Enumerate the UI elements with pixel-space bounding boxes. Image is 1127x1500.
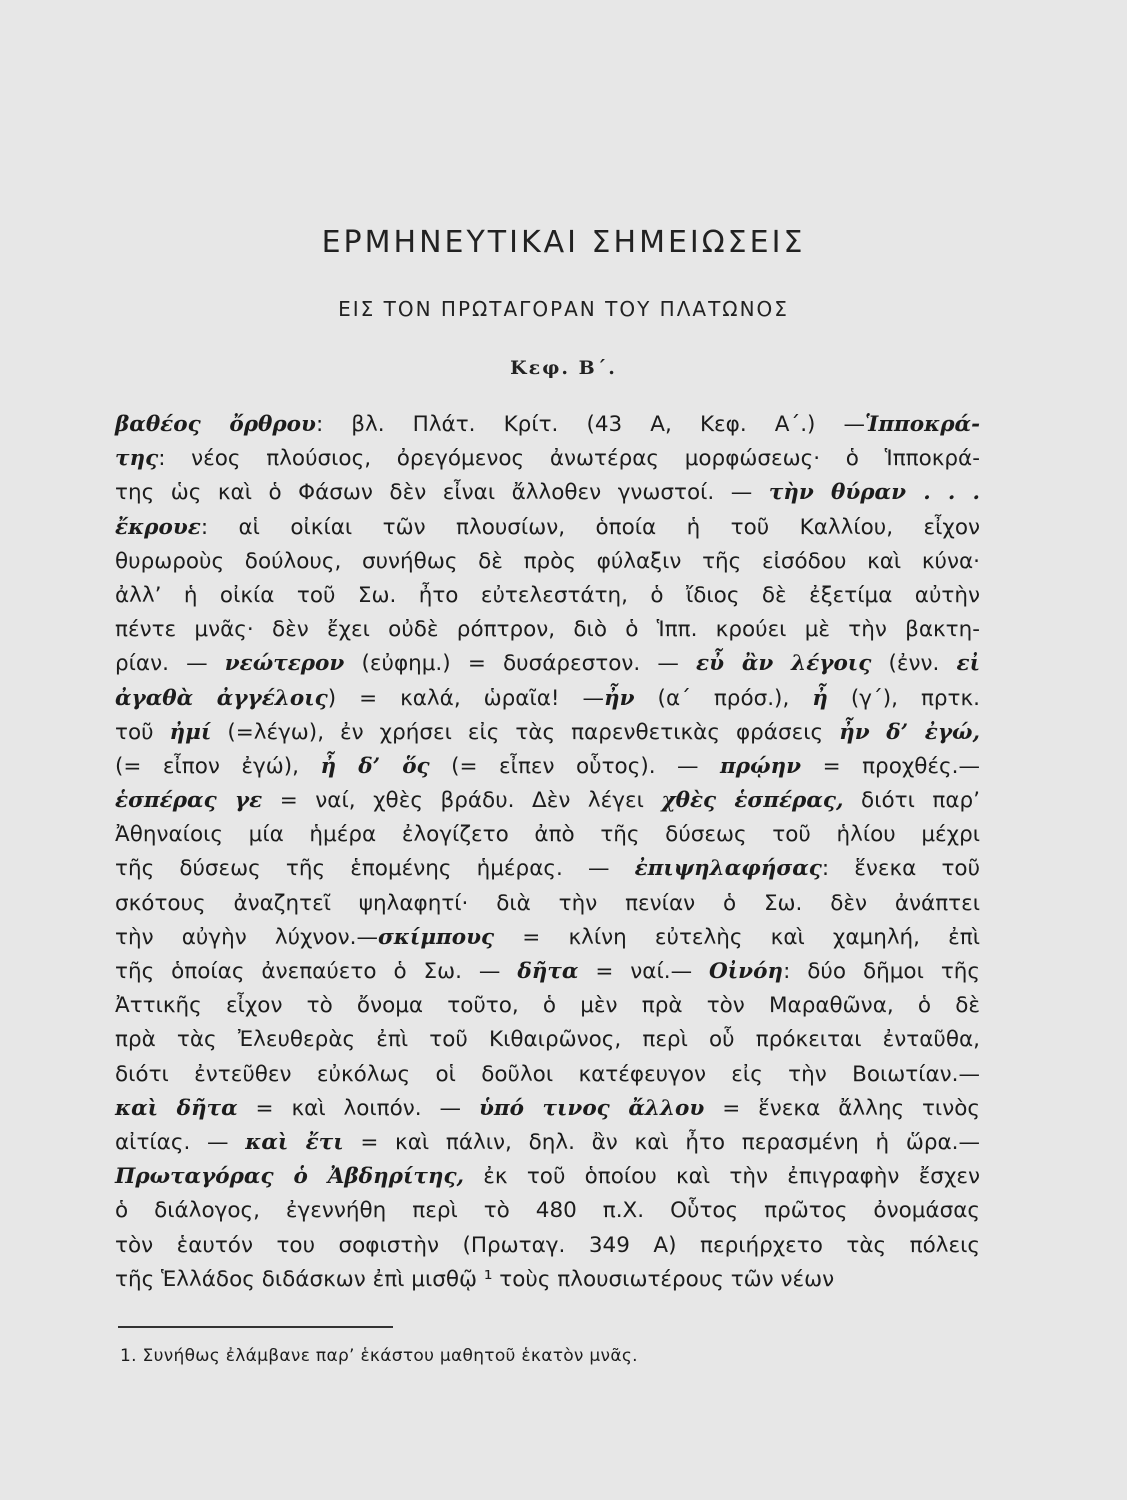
text-line <box>115 921 980 955</box>
lemma-term: ἠμί <box>169 719 212 745</box>
lemma-term: ἔκρουε <box>115 514 201 540</box>
lemma-term: καὶ δῆτα <box>115 1095 238 1121</box>
commentary-text: θυρωροὺς δούλους, συνήθως δὲ πρὸς φύλαξιν τῆς εἰσόδου καὶ κύνα· <box>115 548 980 574</box>
lemma-term: εἰ <box>956 651 980 677</box>
lemma-term: καὶ ἔτι <box>245 1129 344 1155</box>
commentary-text: ἀλλ’ ἡ οἰκία τοῦ Σω. ἦτο εὐτελεστάτη, ὁ ἴδιος δὲ ἐξετίμα αὐτὴν <box>115 582 980 608</box>
commentary-text: = κλίνη εὐτελὴς καὶ χαμηλή, ἐπὶ <box>494 924 981 950</box>
lemma-term: βαθέος ὄρθρου <box>115 412 316 437</box>
commentary-text: τὸν ἑαυτόν του σοφιστὴν (Πρωταγ. 349 Α) περιήρχετο τὰς πόλεις <box>115 1232 980 1258</box>
text-line <box>115 887 980 921</box>
commentary-text: Ἀθηναίοις μία ἡμέρα ἐλογίζετο ἀπὸ τῆς δύσεως τοῦ ἡλίου μέχρι <box>115 822 980 848</box>
text-line <box>115 1023 980 1057</box>
commentary-text: = ἕνεκα ἄλλης τινὸς <box>704 1095 980 1121</box>
lemma-term: Πρωταγόρας ὁ Ἀβδηρίτης, <box>115 1164 465 1190</box>
text-line <box>115 1126 980 1160</box>
commentary-text: ἐκ τοῦ ὁποίου καὶ τὴν ἐπιγραφὴν ἔσχεν <box>464 1164 980 1190</box>
lemma-term: εὖ ἂν λέγοις <box>696 651 872 677</box>
commentary-text: πρὰ τὰς Ἐλευθερὰς ἐπὶ τοῦ Κιθαιρῶνος, περὶ οὗ πρόκειται ἐνταῦθα, <box>115 1027 980 1053</box>
commentary-text: ) = καλά, ὡραῖα! — <box>327 685 605 711</box>
text-line <box>115 511 980 545</box>
commentary-text: σκότους ἀναζητεῖ ψηλαφητί· διὰ τὴν πενίαν ὁ Σω. δὲν ἀνάπτει <box>115 890 980 916</box>
text-line <box>115 1194 980 1228</box>
text-line <box>115 955 980 989</box>
text-line <box>115 613 980 647</box>
text-line <box>115 716 980 750</box>
commentary-text: πέντε μνᾶς· δὲν ἔχει οὐδὲ ρόπτρον, διὸ ὁ Ἱππ. κρούει μὲ τὴν βακτη- <box>115 617 980 643</box>
commentary-text: (ἐνν. <box>871 651 957 677</box>
commentary-text: τῆς δύσεως τῆς ἑπομένης ἡμέρας. — <box>115 856 635 882</box>
commentary-text: (εὐφημ.) = δυσάρεστον. — <box>344 651 697 677</box>
lemma-term: νεώτερον <box>224 651 345 677</box>
commentary-text: : ἕνεκα τοῦ <box>821 856 981 882</box>
body-text <box>115 408 980 1297</box>
text-line <box>115 545 980 579</box>
commentary-text: (γ΄), πρτκ. <box>827 685 980 711</box>
lemma-term: ἑσπέρας γε <box>115 788 263 814</box>
document-subtitle: ΕΙΣ ΤΟΝ ΠΡΩΤΑΓΟΡΑΝ ΤΟΥ ΠΛΑΤΩΝΟΣ <box>338 297 789 321</box>
commentary-text: τὴν αὐγὴν λύχνον.— <box>115 924 378 950</box>
lemma-term: χθὲς ἑσπέρας, <box>661 788 844 814</box>
commentary-text: (= εἶπον ἐγώ), <box>115 753 321 779</box>
commentary-text: : αἱ οἰκίαι τῶν πλουσίων, ὁποία ἡ τοῦ Καλλίου, εἶχον <box>200 514 980 540</box>
text-line <box>115 989 980 1023</box>
commentary-text: τῆς ὁποίας ἀνεπαύετο ὁ Σω. — <box>115 959 518 984</box>
document-title: ΕΡΜΗΝΕΥΤΙΚΑΙ ΣΗΜΕΙΩΣΕΙΣ <box>321 225 806 260</box>
lemma-term: σκίμπους <box>377 924 495 950</box>
lemma-term: πρῴην <box>720 753 802 779</box>
commentary-text: Ἀττικῆς εἶχον τὸ ὄνομα τοῦτο, ὁ μὲν πρὰ τὸν Μαραθῶνα, ὁ δὲ <box>115 993 980 1019</box>
commentary-text: = καὶ λοιπόν. — <box>237 1095 479 1121</box>
commentary-text: της ὡς καὶ ὁ Φάσων δὲν εἶναι ἄλλοθεν γνωστοί. — <box>115 480 769 506</box>
commentary-text: (= εἶπεν οὗτος). — <box>429 753 721 779</box>
lemma-term: Ἱπποκρά- <box>865 412 981 437</box>
commentary-text: ὁ διάλογος, ἐγεννήθη περὶ τὸ 480 π.Χ. Οὗτος πρῶτος ὀνομάσας <box>115 1198 980 1224</box>
commentary-text: = καὶ πάλιν, δηλ. ἂν καὶ ἦτο περασμένη ἡ ὥρα.— <box>343 1129 980 1155</box>
text-line <box>115 647 980 681</box>
text-line <box>115 476 980 510</box>
text-line <box>115 408 980 442</box>
commentary-text: = ναί, χθὲς βράδυ. Δὲν λέγει <box>262 788 662 814</box>
commentary-text: = ναί.— <box>578 959 710 984</box>
chapter-heading: Κεφ. Β΄. <box>510 357 617 379</box>
commentary-text: ρίαν. — <box>115 651 225 677</box>
lemma-term: τὴν θύραν . . . <box>768 480 980 506</box>
lemma-term: ἦ δ’ ὅς <box>320 753 430 779</box>
text-line <box>115 1160 980 1194</box>
text-line <box>115 682 980 716</box>
lemma-term: ἀγαθὰ ἀγγέλοις <box>115 685 328 711</box>
text-line <box>115 1263 980 1297</box>
text-line <box>115 442 980 476</box>
commentary-text: διότι ἐντεῦθεν εὐκόλως οἱ δοῦλοι κατέφευγον εἰς τὴν Βοιωτίαν.— <box>115 1061 980 1087</box>
text-line <box>115 818 980 852</box>
text-line <box>115 1058 980 1092</box>
commentary-text: (=λέγω), ἐν χρήσει εἰς τὰς παρενθετικὰς φράσεις <box>211 719 840 745</box>
text-line <box>115 1229 980 1263</box>
commentary-text: : νέος πλούσιος, ὀρεγόμενος ἀνωτέρας μορφώσεως· ὁ Ἱπποκρά- <box>158 446 980 472</box>
commentary-text: τοῦ <box>115 719 170 745</box>
commentary-text: τῆς Ἑλλάδος διδάσκων ἐπὶ μισθῷ ¹ τοὺς πλουσιωτέρους τῶν νέων <box>115 1266 835 1292</box>
footnote-divider <box>118 1326 393 1328</box>
commentary-text: = προχθές.— <box>801 753 981 779</box>
text-line <box>115 784 980 818</box>
commentary-text: αἰτίας. — <box>115 1129 246 1155</box>
commentary-text: (α΄ πρόσ.), <box>634 685 813 711</box>
lemma-term: ὑπό τινος ἄλλου <box>478 1095 705 1121</box>
lemma-term: ἦν <box>604 685 635 711</box>
lemma-term: ἦν δ’ ἐγώ, <box>839 719 981 745</box>
footnote: 1. Συνήθως ἐλάμβανε παρ’ ἑκάστου μαθητοῦ ἑκατὸν μνᾶς. <box>120 1346 638 1366</box>
lemma-term: ἐπιψηλαφήσας <box>634 856 822 882</box>
text-line <box>115 750 980 784</box>
commentary-text: διότι παρ’ <box>843 788 981 814</box>
text-line <box>115 1092 980 1126</box>
lemma-term: ἦ <box>812 685 828 711</box>
lemma-term: Οἰνόη <box>709 959 784 984</box>
text-line <box>115 579 980 613</box>
commentary-text: : βλ. Πλάτ. Κρίτ. (43 Α, Κεφ. Α΄.) — <box>315 412 866 437</box>
text-line <box>115 852 980 886</box>
lemma-term: δῆτα <box>517 959 579 984</box>
lemma-term: της <box>115 446 159 472</box>
commentary-text: : δύο δῆμοι τῆς <box>783 959 981 984</box>
